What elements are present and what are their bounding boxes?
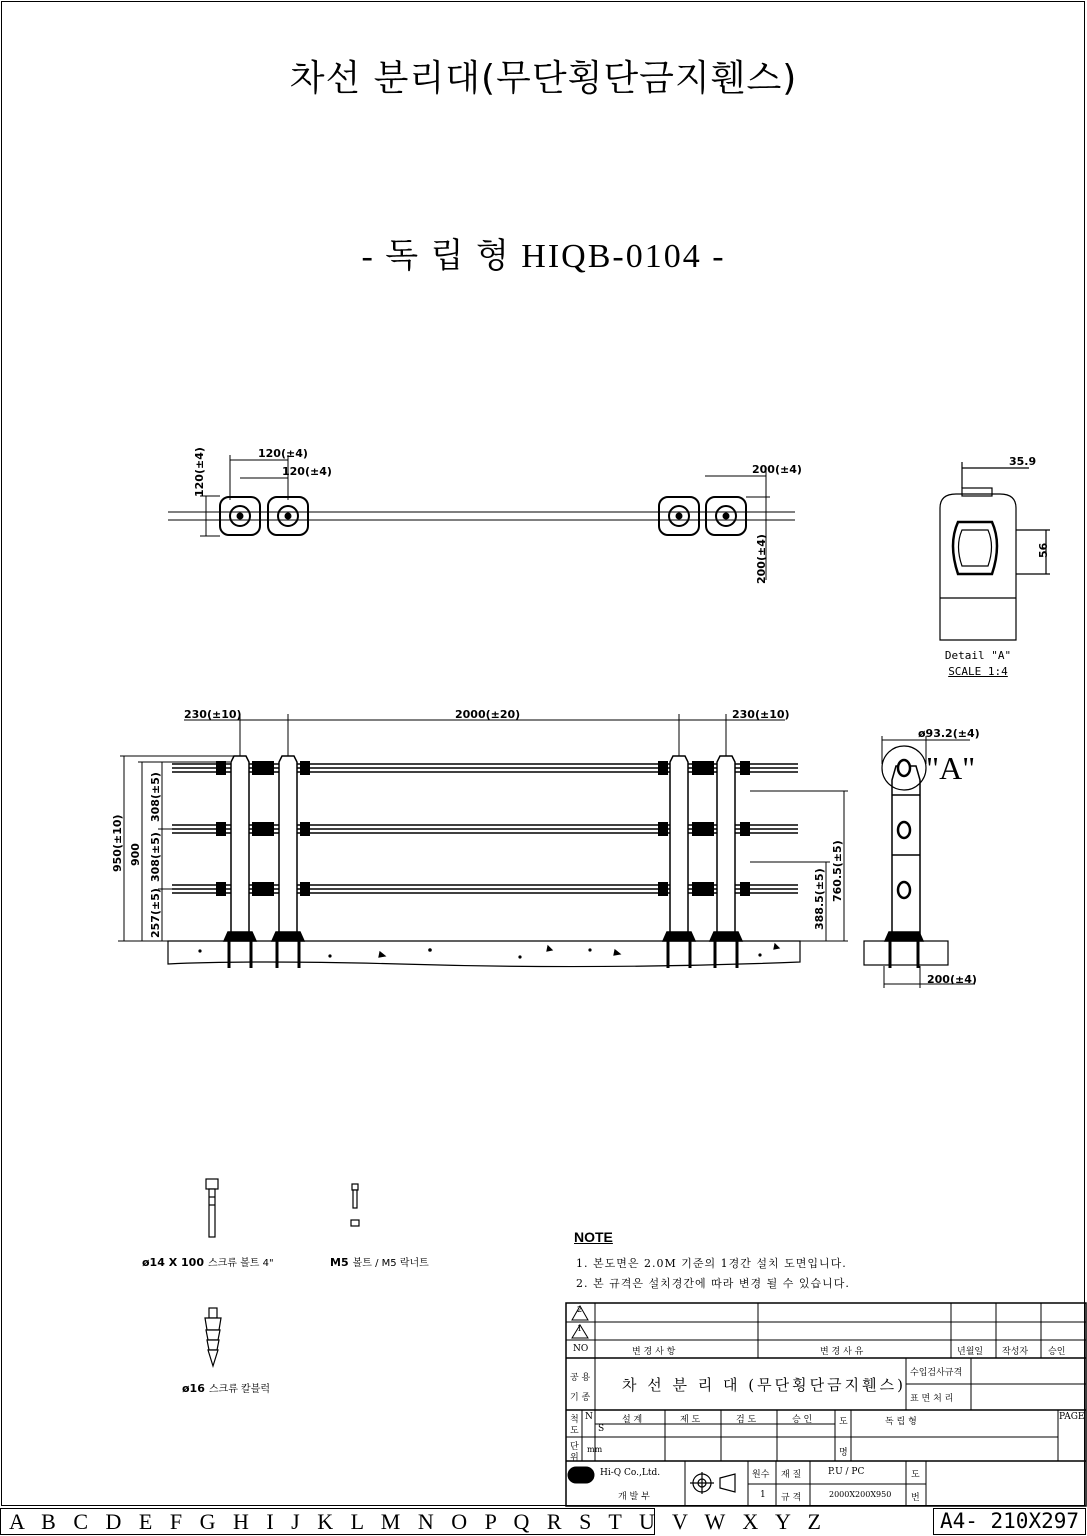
plan-post-1 <box>220 497 260 535</box>
dim-56: 56 <box>1037 542 1050 558</box>
dim-2000: 2000(±20) <box>455 708 521 721</box>
front-view-dimension-lines <box>118 714 848 941</box>
tb-unit-2: 위 <box>570 1453 579 1463</box>
dim-200-h: 200(±4) <box>752 463 802 476</box>
note-item-1: 1. 본도면은 2.0M 기준의 1경간 설치 도면입니다. <box>576 1257 847 1270</box>
tb-qty-value: 1 <box>760 1490 766 1500</box>
dim-308-top: 308(±5) <box>149 772 162 822</box>
dim-35-9: 35.9 <box>1009 455 1037 468</box>
tb-myeong: 명 <box>839 1448 848 1458</box>
dim-950: 950(±10) <box>111 814 124 872</box>
plan-view <box>168 455 795 580</box>
tb-spec: 2000X200X950 <box>829 1490 892 1499</box>
tb-change-item: 변 경 사 항 <box>632 1347 676 1357</box>
company-logo <box>568 1467 594 1483</box>
dim-900: 900 <box>129 843 142 866</box>
part-screw-anchor-name: 스크류 칼블럭 <box>208 1384 271 1395</box>
dim-120-b: 120(±4) <box>282 465 332 478</box>
part-m5-bolt-label <box>330 1254 429 1269</box>
drawing-subtitle: - 독 립 형 HIQB-0104 - <box>361 238 726 275</box>
notes-heading: NOTE <box>574 1229 613 1245</box>
concrete-base <box>168 941 800 967</box>
part-m5-bolt-name: 볼트 / M5 락너트 <box>352 1258 429 1269</box>
rev-2: 2 <box>577 1305 583 1314</box>
detail-a-drawing <box>940 462 1050 640</box>
part-screw-bolt-label <box>142 1254 274 1269</box>
tb-page: PAGE <box>1059 1412 1085 1422</box>
tb-author: 작성자 <box>1002 1347 1029 1357</box>
part-screw-anchor-label <box>182 1380 270 1395</box>
detail-a-scale: SCALE 1:4 <box>948 665 1008 678</box>
drawing-title: 차선 분리대(무단횡단금지휀스) <box>289 58 798 99</box>
tb-material-label: 재 질 <box>781 1470 802 1480</box>
rev-1: 1 <box>577 1324 583 1333</box>
dim-200-base: 200(±4) <box>927 973 977 986</box>
tb-gijong: 기 종 <box>570 1393 591 1403</box>
tb-inspection: 수입검사규격 <box>910 1368 963 1378</box>
detail-a-callout: "A" <box>926 750 976 786</box>
tb-s: S <box>598 1424 605 1434</box>
plan-post-3 <box>659 497 699 535</box>
tb-gongyong: 공 용 <box>570 1373 591 1383</box>
plan-post-2 <box>268 497 308 535</box>
tb-review: 검 도 <box>736 1415 757 1425</box>
tb-n: N <box>585 1412 593 1422</box>
tb-unit-1: 단 <box>570 1442 579 1452</box>
part-screw-bolt-size: ø14 X 100 <box>142 1256 204 1269</box>
anchor-bolts <box>229 941 737 968</box>
front-view-posts <box>231 756 735 940</box>
note-item-2: 2. 본 규격은 설치경간에 따라 변경 될 수 있습니다. <box>576 1277 850 1290</box>
tb-scale-1: 척 <box>570 1415 579 1425</box>
front-view-post-bases <box>224 932 742 941</box>
part-m5-bolt-size: M5 <box>330 1256 349 1269</box>
tb-approval: 승 인 <box>792 1415 813 1425</box>
m5-bolt-icon <box>351 1184 359 1226</box>
tb-qty: 원수 <box>752 1470 770 1480</box>
projection-symbol <box>690 1472 735 1494</box>
screw-anchor-icon <box>205 1308 221 1366</box>
tb-material: P.U / PC <box>828 1467 865 1477</box>
tb-surface: 표 면 처 리 <box>910 1394 954 1404</box>
dim-120-a: 120(±4) <box>258 447 308 460</box>
tb-dept: 개 발 부 <box>618 1492 650 1502</box>
sheet-size: A4- 210X297 <box>933 1508 1086 1535</box>
tb-do2: 도 <box>911 1470 920 1480</box>
dim-120-v: 120(±4) <box>193 447 206 497</box>
grid-reference-letters: A B C D E F G H I J K L M N O P Q R S T U V W X Y Z <box>0 1508 655 1535</box>
tb-spec-label: 규 격 <box>781 1493 802 1503</box>
tb-design: 설 계 <box>622 1415 643 1425</box>
dim-257: 257(±5) <box>149 888 162 938</box>
dim-760-5: 760.5(±5) <box>831 840 844 902</box>
screw-bolt-icon <box>206 1179 218 1237</box>
tb-drafting: 제 도 <box>680 1415 701 1425</box>
tb-do: 도 <box>839 1417 848 1427</box>
tb-change-reason: 변 경 사 유 <box>820 1347 864 1357</box>
tb-beon: 번 <box>911 1493 920 1503</box>
tb-product-name: 차 선 분 리 대 (무단횡단금지휀스) <box>622 1376 906 1394</box>
dim-230-left: 230(±10) <box>184 708 242 721</box>
dim-200-v: 200(±4) <box>755 534 768 584</box>
tb-company: Hi-Q Co.,Ltd. <box>600 1468 661 1478</box>
part-screw-bolt-name: 스크류 볼트 4" <box>207 1258 274 1269</box>
dim-diameter: ø93.2(±4) <box>918 727 980 740</box>
tb-no: NO <box>573 1344 589 1354</box>
dim-230-right: 230(±10) <box>732 708 790 721</box>
dim-308-mid: 308(±5) <box>149 832 162 882</box>
tb-date: 년월일 <box>957 1347 984 1357</box>
detail-a-label: Detail "A" <box>944 649 1012 662</box>
tb-drawing-name: 독 립 형 <box>885 1417 917 1427</box>
part-screw-anchor-size: ø16 <box>182 1382 205 1395</box>
dim-388-5: 388.5(±5) <box>813 868 826 930</box>
tb-unit: mm <box>587 1445 603 1454</box>
side-view-anchor-bolts <box>890 941 918 968</box>
tb-scale-2: 도 <box>570 1426 579 1436</box>
tb-approve: 승인 <box>1048 1347 1066 1357</box>
plan-post-4 <box>706 497 746 535</box>
